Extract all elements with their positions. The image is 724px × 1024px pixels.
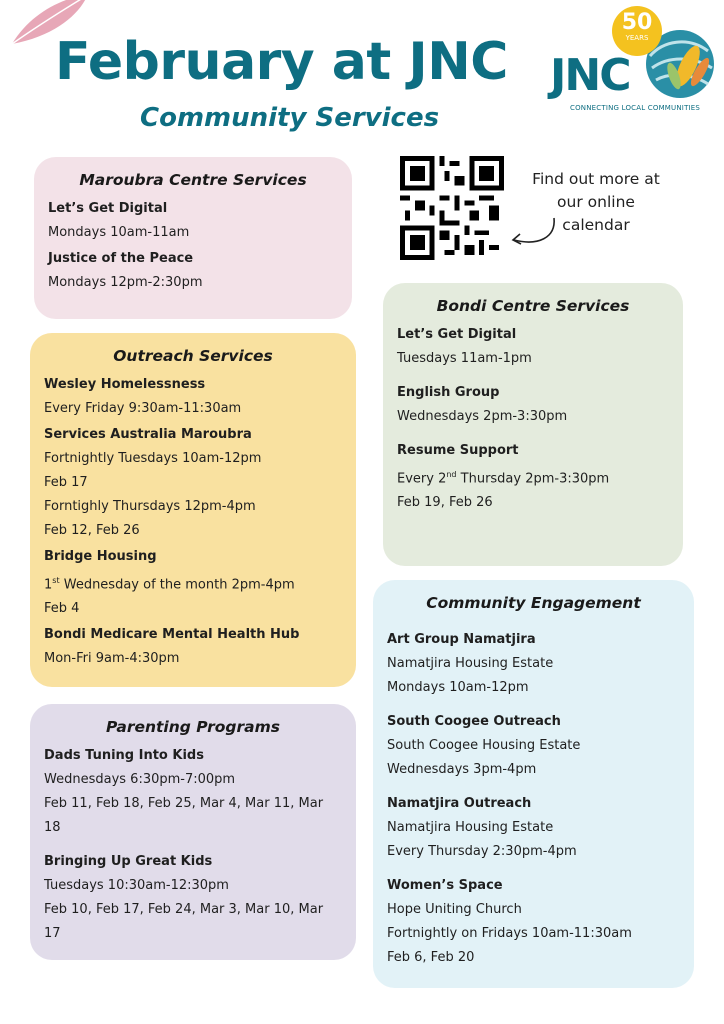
service-detail: Hope Uniting Church xyxy=(387,902,522,917)
service-name: Dads Tuning Into Kids xyxy=(44,748,204,763)
badge-number: 50 xyxy=(621,10,653,35)
card-heading: Maroubra Centre Services xyxy=(79,171,307,189)
service-item xyxy=(48,247,338,295)
service-item xyxy=(44,545,342,621)
service-detail: South Coogee Housing Estate xyxy=(387,738,581,753)
qr-code-icon[interactable] xyxy=(400,156,504,260)
service-item xyxy=(48,197,338,245)
service-detail: Feb 19, Feb 26 xyxy=(397,495,493,511)
service-name: Bondi Medicare Mental Health Hub xyxy=(44,627,300,643)
detail-pre: Every 2 xyxy=(397,471,447,487)
detail-post: Thursday 2pm-3:30pm xyxy=(456,471,610,487)
service-name: Let’s Get Digital xyxy=(48,201,168,216)
outreach-services-card xyxy=(30,333,356,687)
service-detail: Tuesdays 11am-1pm xyxy=(397,351,532,366)
service-detail: Feb 4 xyxy=(44,601,80,617)
service-detail: Namatjira Housing Estate xyxy=(387,820,554,835)
service-name: Resume Support xyxy=(397,443,519,458)
service-item xyxy=(397,323,669,371)
service-item xyxy=(44,623,342,671)
service-item xyxy=(44,423,342,543)
detail-sup: nd xyxy=(446,470,457,479)
logo-text: JNC xyxy=(550,50,630,101)
service-name: South Coogee Outreach xyxy=(387,714,561,729)
service-item xyxy=(397,439,669,515)
service-detail xyxy=(44,569,342,597)
parenting-programs-card xyxy=(30,704,356,960)
service-item xyxy=(387,792,680,864)
service-name: Namatjira Outreach xyxy=(387,796,532,811)
service-detail: Tuesdays 10:30am-12:30pm xyxy=(44,878,229,893)
community-engagement-card xyxy=(373,580,694,988)
service-detail: Fortnightly Tuesdays 10am-12pm xyxy=(44,451,262,466)
service-detail: Feb 17 xyxy=(44,475,88,490)
page-subtitle: Community Services xyxy=(140,103,440,133)
service-detail: Feb 10, Feb 17, Feb 24, Mar 3, Mar 10, Mar 17 xyxy=(44,902,324,941)
service-name: English Group xyxy=(397,385,500,400)
detail-sup: st xyxy=(52,576,60,585)
service-item xyxy=(44,373,342,421)
service-detail: Namatjira Housing Estate xyxy=(387,656,554,671)
service-detail: Feb 12, Feb 26 xyxy=(44,523,140,538)
detail-post: Wednesday of the month 2pm-4pm xyxy=(59,577,295,593)
service-name: Justice of the Peace xyxy=(48,251,194,266)
page-title: February at JNC xyxy=(55,32,508,92)
service-detail: Mondays 10am-11am xyxy=(48,225,190,240)
anniversary-badge xyxy=(612,6,662,56)
service-detail: Wednesdays 6:30pm-7:00pm xyxy=(44,772,236,787)
service-detail: Every Thursday 2:30pm-4pm xyxy=(387,844,577,859)
badge-label: YEARS xyxy=(625,34,649,42)
card-heading: Parenting Programs xyxy=(105,718,281,736)
service-detail: Mondays 12pm-2:30pm xyxy=(48,275,203,290)
service-detail: Fortnightly on Fridays 10am-11:30am xyxy=(387,926,632,941)
service-detail: Mon-Fri 9am-4:30pm xyxy=(44,651,180,667)
service-item xyxy=(387,628,680,700)
card-heading: Bondi Centre Services xyxy=(436,297,630,315)
service-name: Bringing Up Great Kids xyxy=(44,854,213,869)
service-detail: Mondays 10am-12pm xyxy=(387,680,529,695)
service-name: Wesley Homelessness xyxy=(44,377,206,392)
service-name: Services Australia Maroubra xyxy=(44,427,252,442)
service-item xyxy=(44,744,342,840)
service-detail: Feb 6, Feb 20 xyxy=(387,950,475,965)
qr-note: Find out more at our online calendar xyxy=(532,170,660,234)
card-heading: Outreach Services xyxy=(113,347,273,365)
service-name: Women’s Space xyxy=(387,878,503,893)
service-item xyxy=(387,874,680,970)
service-detail xyxy=(397,463,669,491)
service-detail: Feb 11, Feb 18, Feb 25, Mar 4, Mar 11, Mar 18 xyxy=(44,796,324,835)
service-name: Bridge Housing xyxy=(44,549,157,564)
bondi-services-card xyxy=(383,283,683,566)
service-name: Let’s Get Digital xyxy=(397,327,517,342)
maroubra-services-card xyxy=(34,157,352,319)
service-detail: Forntighly Thursdays 12pm-4pm xyxy=(44,499,256,514)
service-item xyxy=(397,381,669,429)
logo-tagline: CONNECTING LOCAL COMMUNITIES xyxy=(570,104,701,112)
service-name: Art Group Namatjira xyxy=(387,632,536,647)
detail-pre: 1 xyxy=(44,577,53,593)
service-detail: Every Friday 9:30am-11:30am xyxy=(44,401,242,416)
card-heading: Community Engagement xyxy=(426,594,641,612)
service-item xyxy=(387,710,680,782)
service-detail: Wednesdays 2pm-3:30pm xyxy=(397,409,568,424)
service-item xyxy=(44,850,342,946)
service-detail: Wednesdays 3pm-4pm xyxy=(387,762,537,777)
